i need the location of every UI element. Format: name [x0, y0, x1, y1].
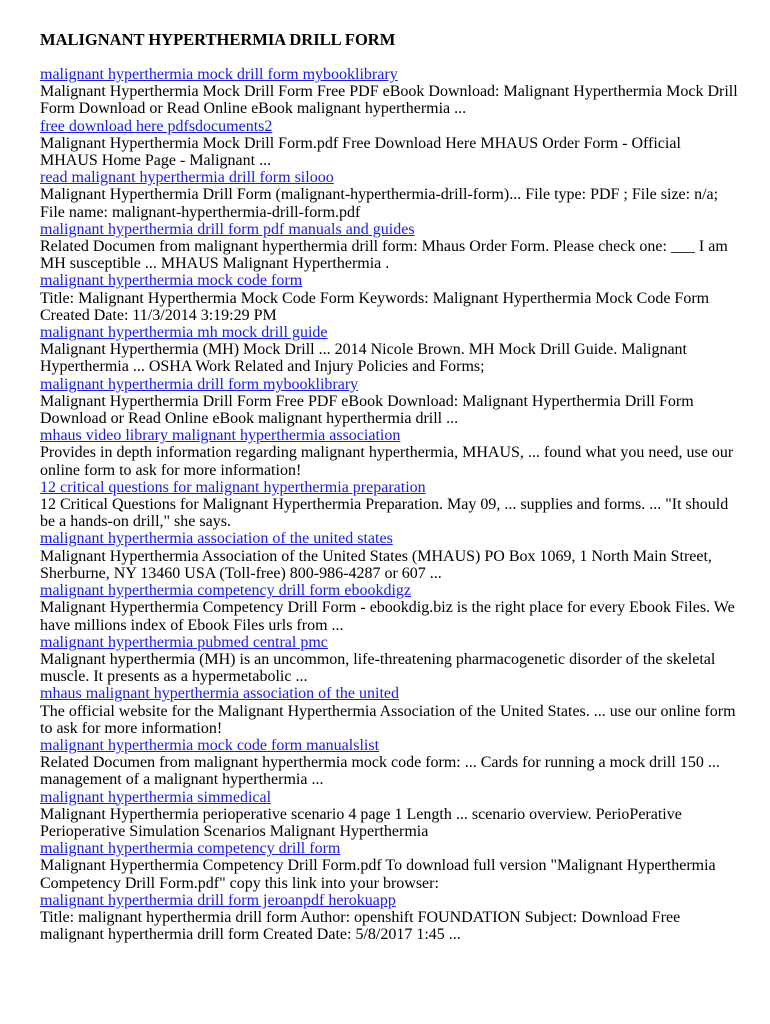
- entry-description: Provides in depth information regarding malignant hyperthermia, MHAUS, ... found what you need, use our online form to ask for more information!: [40, 444, 734, 479]
- list-item: [40, 530, 740, 582]
- page-title: MALIGNANT HYPERTHERMIA DRILL FORM: [40, 30, 396, 49]
- list-item: [40, 789, 740, 841]
- list-item: [40, 685, 740, 737]
- entry-link[interactable]: malignant hyperthermia competency drill form: [40, 840, 341, 858]
- entry-link[interactable]: malignant hyperthermia drill form jeroanpdf herokuapp: [40, 891, 396, 909]
- entry-description: Malignant Hyperthermia Competency Drill Form.pdf To download full version "Malignant Hyperthermia Competency Drill Form.pdf" copy this link into your browser:: [40, 857, 716, 892]
- entry-link[interactable]: mhaus malignant hyperthermia association of the united: [40, 685, 400, 703]
- entry-link[interactable]: malignant hyperthermia association of the united states: [40, 530, 393, 548]
- entry-link[interactable]: malignant hyperthermia drill form pdf manuals and guides: [40, 220, 415, 238]
- entry-link[interactable]: malignant hyperthermia drill form mybooklibrary: [40, 375, 359, 393]
- entry-link[interactable]: malignant hyperthermia mock code form manualslist: [40, 736, 380, 754]
- list-item: [40, 118, 740, 170]
- list-item: [40, 324, 740, 376]
- entry-description: Malignant Hyperthermia Mock Drill Form.pdf Free Download Here MHAUS Order Form - Official MHAUS Home Page - Malignant ...: [40, 134, 681, 170]
- entry-link[interactable]: free download here pdfsdocuments2: [40, 117, 273, 135]
- entry-description: Malignant Hyperthermia (MH) Mock Drill ... 2014 Nicole Brown. MH Mock Drill Guide. Malignant Hyperthermia ... OSHA Work Related and Injury Policies and Forms;: [40, 341, 687, 376]
- entry-link[interactable]: mhaus video library malignant hyperthermia association: [40, 427, 401, 445]
- entry-link[interactable]: malignant hyperthermia pubmed central pmc: [40, 633, 328, 651]
- list-item: [40, 272, 740, 324]
- entry-link[interactable]: malignant hyperthermia competency drill form ebookdigz: [40, 582, 411, 600]
- list-item: [40, 634, 740, 686]
- entry-link[interactable]: malignant hyperthermia mock code form: [40, 272, 303, 290]
- entry-description: Malignant Hyperthermia Drill Form Free PDF eBook Download: Malignant Hyperthermia Drill Form Download or Read Online eBook malignant hyperthermia drill ...: [40, 392, 694, 428]
- list-item: [40, 840, 740, 892]
- entry-link[interactable]: malignant hyperthermia simmedical: [40, 788, 272, 806]
- entry-list: [40, 66, 740, 943]
- entry-description: 12 Critical Questions for Malignant Hyperthermia Preparation. May 09, ... supplies and forms. ... "It should be a hands-on drill," she says.: [40, 496, 729, 531]
- entry-description: Malignant Hyperthermia Mock Drill Form Free PDF eBook Download: Malignant Hyperthermia Mock Drill Form Download or Read Online eBook malignant hyperthermia ...: [40, 83, 738, 118]
- list-item: [40, 892, 740, 944]
- list-item: [40, 427, 740, 479]
- list-item: [40, 737, 740, 789]
- list-item: [40, 582, 740, 634]
- entry-description: Title: malignant hyperthermia drill form Author: openshift FOUNDATION Subject: Download Free malignant hyperthermia drill form Created Date: 5/8/2017 1:45 ...: [40, 908, 681, 944]
- list-item: [40, 169, 740, 221]
- entry-link[interactable]: malignant hyperthermia mh mock drill guide: [40, 324, 328, 342]
- entry-description: Title: Malignant Hyperthermia Mock Code Form Keywords: Malignant Hyperthermia Mock Code Form Created Date: 11/3/2014 3:19:29 PM: [40, 289, 710, 324]
- entry-description: Related Documen from malignant hyperthermia drill form: Mhaus Order Form. Please check one: ___ I am MH susceptible ... MHAUS Malignant Hyperthermia .: [40, 238, 728, 273]
- list-item: [40, 221, 740, 273]
- entry-description: Malignant Hyperthermia Association of the United States (MHAUS) PO Box 1069, 1 North Main Street, Sherburne, NY 13460 USA (Toll-free) 800-986-4287 or 607 ...: [40, 547, 712, 582]
- list-item: [40, 376, 740, 428]
- entry-description: Malignant Hyperthermia Drill Form (malignant-hyperthermia-drill-form)... File type: PDF ; File size: n/a; File name: malignant-hyperthermia-drill-form.pdf: [40, 186, 719, 221]
- list-item: [40, 479, 740, 531]
- document-page: [40, 30, 740, 943]
- entry-link[interactable]: read malignant hyperthermia drill form silooo: [40, 169, 334, 187]
- entry-link[interactable]: malignant hyperthermia mock drill form mybooklibrary: [40, 66, 398, 83]
- entry-description: Malignant Hyperthermia Competency Drill Form - ebookdig.biz is the right place for every Ebook Files. We have millions index of Ebook Files urls from ...: [40, 599, 735, 634]
- entry-description: Related Documen from malignant hyperthermia mock code form: ... Cards for running a mock drill 150 ... management of a malignant hyperthermia ...: [40, 754, 720, 789]
- entry-description: Malignant hyperthermia (MH) is an uncommon, life-threatening pharmacogenetic disorder of the skeletal muscle. It presents as a hypermetabolic ...: [40, 650, 716, 686]
- entry-description: Malignant Hyperthermia perioperative scenario 4 page 1 Length ... scenario overview. PerioPerative Perioperative Simulation Scenarios Malignant Hyperthermia: [40, 805, 682, 840]
- entry-description: The official website for the Malignant Hyperthermia Association of the United States. ... use our online form to ask for more information!: [40, 702, 736, 737]
- list-item: [40, 66, 740, 118]
- entry-link[interactable]: 12 critical questions for malignant hyperthermia preparation: [40, 478, 426, 496]
